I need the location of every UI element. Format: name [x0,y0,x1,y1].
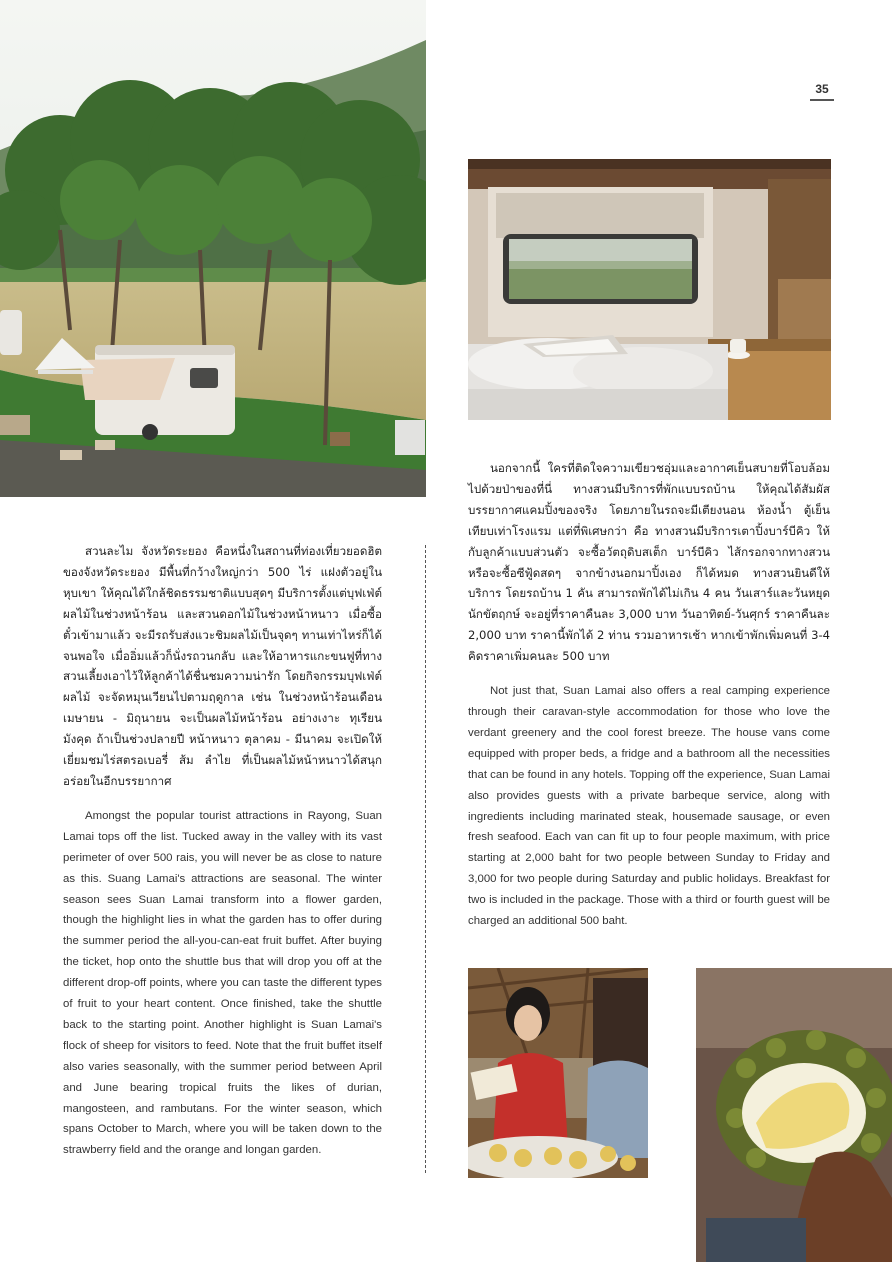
right-english-paragraph: Not just that, Suan Lamai also offers a real camping experience through their caravan-style accommodation for those who love the verdant greenery and the cool forest breeze. The house vans come equipped with proper beds, a fridge and a bathroom all the necessities that can be found in any hotels. Topping off the experience, Suan Lamai also provides guests with a private barbeque service, along with ingredients including marinated steak, housemade sausage, or even fresh seafood. Each van can fit up to four people maximum, with price starting at 2,000 baht for two people between Sunday to Friday and 3,000 for two people during Saturday and public holidays. Breakfast for two is included in the package. Those with a third or fourth guest will be charged an additional 500 baht. [468,685,830,928]
durian-photo [696,968,892,1262]
fruit-buffet-photo [468,968,648,1178]
caravan-riverside-photo [0,0,426,497]
caravan-interior-photo [468,159,831,420]
left-english-paragraph: Amongst the popular tourist attractions in Rayong, Suan Lamai tops off the list. Tucked away in the valley with its vast perimeter of over 500 rais, you will never be as close to nature as this. Suang Lamai's attractions are seasonal. The winter season sees Suan Lamai transform into a flower garden, though the highlight lies in what the garden has to offer during the summer period the all-you-can-eat fruit buffet. After buying the ticket, hop onto the shuttle bus that will drop you off at the different drop-off points, where you can taste the different types of fruit to your heart content. Once finished, take the shuttle back to the starting point. Another highlight is Suan Lamai's flock of sheep for visitors to feed. Note that the fruit buffet itself also varies seasonally, with the summer period between April and June bearing tropical fruits the likes of durian, mangosteen, and rambutans. For the winter season, which spans October to March, where you will be taken down to the strawberry field and the orange and longan garden. [63,809,382,1157]
left-thai-paragraph: สวนละไม จังหวัดระยอง คือหนึ่งในสถานที่ท่องเที่ยวยอดฮิตของจังหวัดระยอง มีพื้นที่กว้างใหญ่กว่า 500 ไร่ แฝงตัวอยู่ในหุบเขา ให้คุณได้ใกล้ชิดธรรมชาติแบบสุดๆ มีบริการตั้งแต่บุฟเฟ่ต์ผลไม้ในช่วงหน้าร้อน และสวนดอกไม้ในช่วงหน้าหนาว เมื่อซื้อตั๋วเข้ามาแล้ว จะมีรถรับส่งแวะชิมผลไม้เป็นจุดๆ ทานเท่าไหร่ก็ได้ จนพอใจ เมื่ออิ่มแล้วก็นั่งรถวนกลับ และให้อาหารแกะขนฟูที่ทางสวนเลี้ยงเอาไว้ให้ลูกค้าได้ชื่นชมความน่ารัก โดยกิจกรรมบุฟเฟ่ต์ผลไม้ จะจัดหมุนเวียนไปตามฤดูกาล เช่น ในช่วงหน้าร้อนเดือน เมษายน - มิถุนายน จะเป็นผลไม้หน้าร้อน อย่างเงาะ ทุเรียน มังคุด ถ้าเป็นช่วงปลายปี หน้าหนาว ตุลาคม - มีนาคม จะเปิดให้เยี่ยมชมไร่สตรอเบอรี่ ส้ม ลำไย ที่เป็นผลไม้หน้าหนาวได้สนุกอร่อยในอีกบรรยากาศ [63,544,382,788]
right-article-column [468,458,830,932]
left-article-column [63,541,382,1161]
column-divider [425,545,426,1173]
page-number: 35 [810,82,834,101]
right-thai-paragraph: นอกจากนี้ ใครที่ติดใจความเขียวชอุ่มและอากาศเย็นสบายที่โอบล้อมไปด้วยป่าของที่นี่ ทางสวนมีบริการที่พักแบบรถบ้าน ให้คุณได้สัมผัสบรรยากาศแคมปิ้งของจริง โดยภายในรถจะมีเตียงนอน ห้องน้ำ ตู้เย็น เทียบเท่าโรงแรม แต่ที่พิเศษกว่า คือ ทางสวนมีบริการเตาปิ้งบาร์บีคิว ให้กับลูกค้าแบบส่วนตัว จะซื้อวัตถุดิบสเต็ก บาร์บีคิว ไส้กรอกจากทางสวน หรือจะซื้อซีฟู้ดสดๆ จากข้างนอกมาปิ้งเอง ก็ได้หมด ทางสวนยินดีให้บริการ โดยรถบ้าน 1 คัน สามารถพักได้ไม่เกิน 4 คน วันเสาร์และวันหยุดนักขัตฤกษ์ จะอยู่ที่ราคาคืนละ 3,000 บาท วันอาทิตย์-วันศุกร์ ราคาคืนละ 2,000 บาท ราคานี้พักได้ 2 ท่าน รวมอาหารเช้า หากเข้าพักเพิ่มคนที่ 3-4 คิดราคาเพิ่มคนละ 500 บาท [468,461,830,664]
